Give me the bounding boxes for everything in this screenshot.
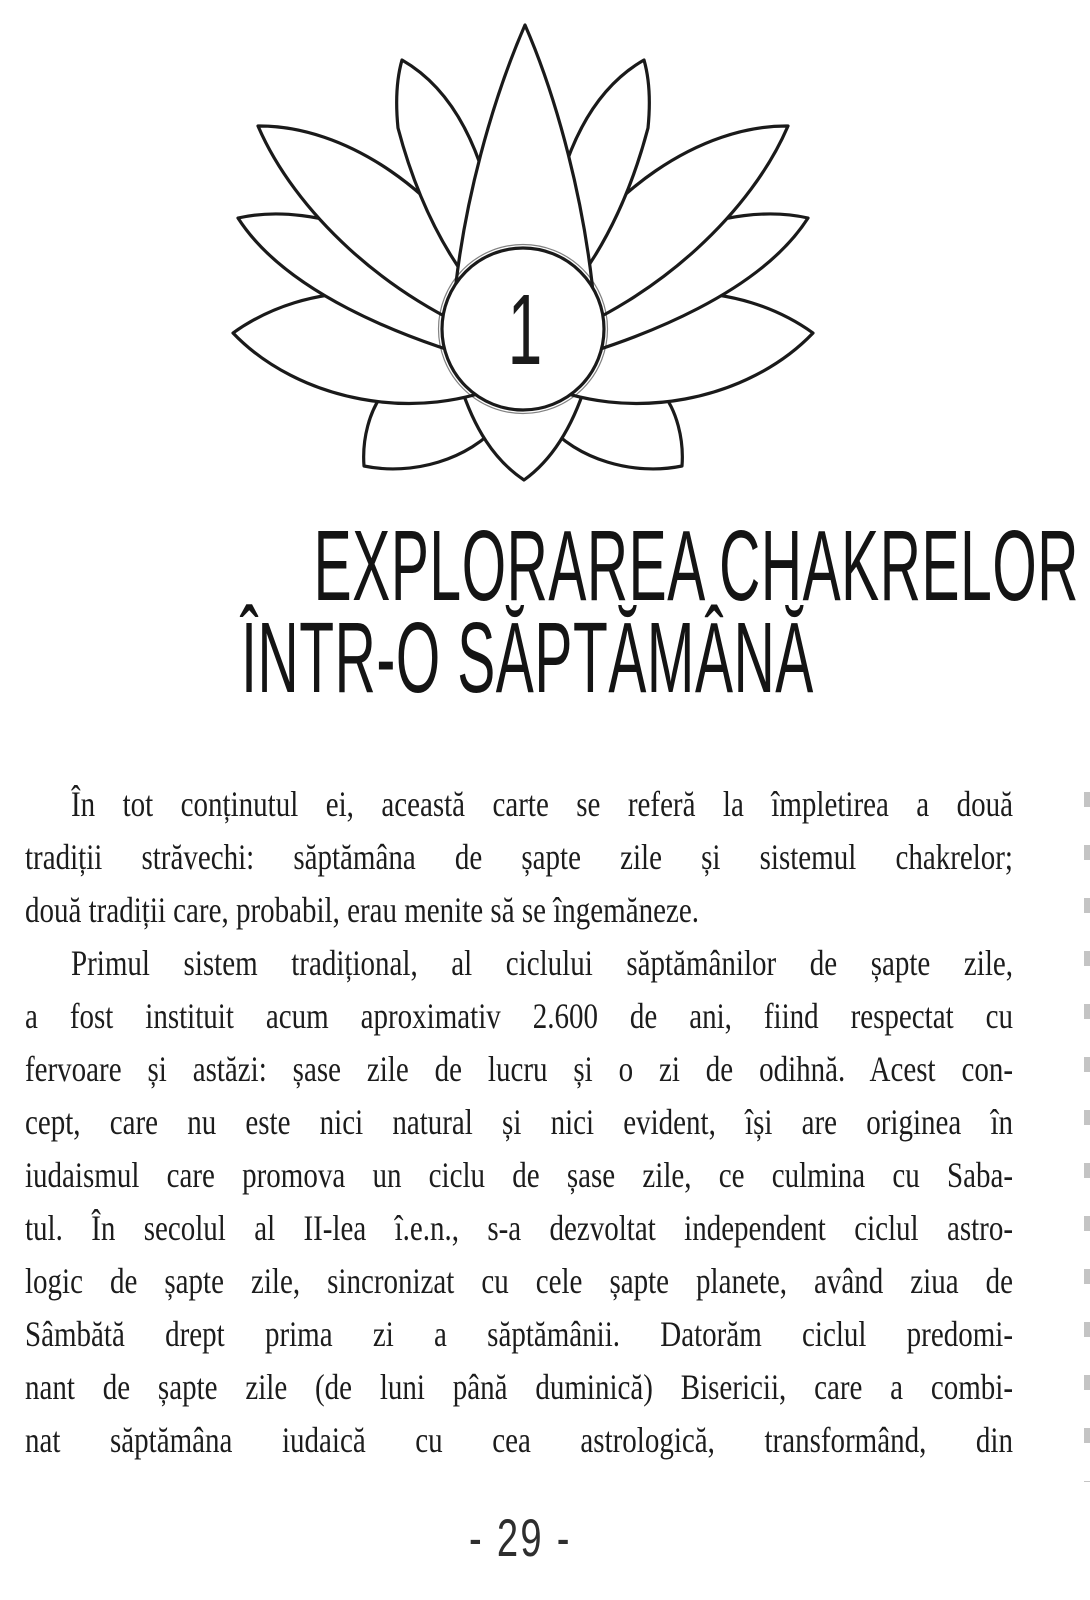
body-text-line: două tradiții care, probabil, erau menite să se îngemăneze. [25,890,699,931]
body-text-line: Primul sistem tradițional, al ciclului săptămânilor de șapte zile, [71,943,1013,984]
scan-edge-artifact [1084,792,1090,1482]
chapter-number: 1 [507,273,543,386]
chapter-title-line-2: ÎNTR-O SĂPTĂMÂNĂ [241,602,814,714]
body-text-line: fervoare și astăzi: șase zile de lucru și o zi de odihnă. Acest con- [25,1049,1013,1090]
page-number: - 29 - [468,1509,572,1568]
body-text-line: Sâmbătă drept prima zi a săptămânii. Datorăm ciclul predomi- [25,1314,1013,1355]
body-text-line: nat săptămâna iudaică cu cea astrologică, transformând, din [25,1420,1013,1461]
lotus-illustration [222,8,822,488]
body-text-line: a fost instituit acum aproximativ 2.600 de ani, fiind respectat cu [25,996,1013,1037]
body-text [25,779,1013,1468]
chapter-title-line-1: EXPLORAREA CHAKRELOR [313,510,1079,622]
body-text-line: În tot conținutul ei, această carte se referă la împletirea a două [71,784,1013,825]
body-text-line: nant de șapte zile (de luni până duminică) Bisericii, care a combi- [25,1367,1013,1408]
body-text-line: iudaismul care promova un ciclu de șase zile, ce culmina cu Saba- [25,1155,1013,1196]
body-text-line: tradiții străvechi: săptămâna de șapte zile și sistemul chakrelor; [25,837,1013,878]
body-text-line: cept, care nu este nici natural și nici evident, își are originea în [25,1102,1013,1143]
body-text-line: logic de șapte zile, sincronizat cu cele șapte planete, având ziua de [25,1261,1013,1302]
chapter-title [25,510,1079,714]
body-text-line: tul. În secolul al II-lea î.e.n., s-a dezvoltat independent ciclul astro- [25,1208,1013,1249]
